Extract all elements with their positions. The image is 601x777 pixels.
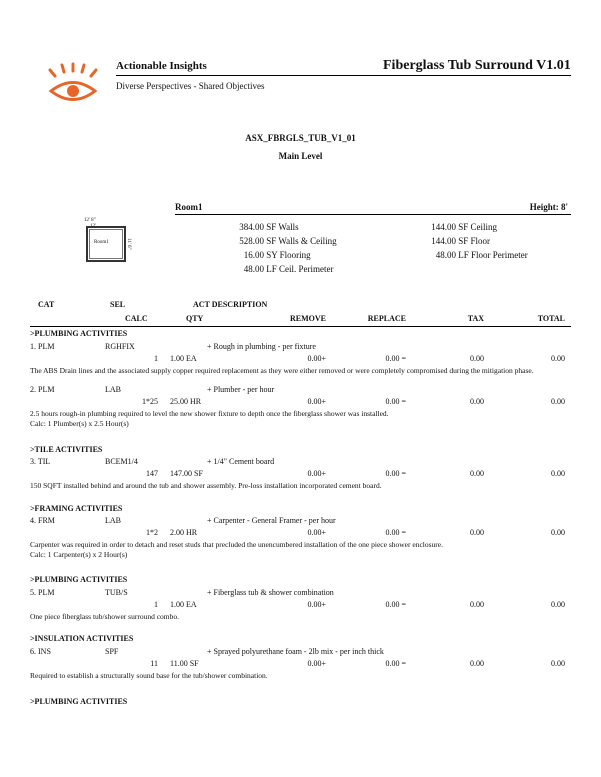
line-item-tax: 0.00 bbox=[470, 659, 484, 668]
line-item-sel: LAB bbox=[105, 385, 121, 394]
level-name: Main Level bbox=[278, 151, 323, 161]
col-tax: TAX bbox=[467, 314, 484, 323]
line-item-sel: SPF bbox=[105, 647, 119, 656]
line-item-note: The ABS Drain lines and the associated supply copper required replacement as they were either removed or were completely compromised during the mitigation phase. bbox=[30, 366, 534, 375]
line-item-tax: 0.00 bbox=[470, 528, 484, 537]
sketch-dim-inner: 12' bbox=[90, 224, 96, 229]
section-title: >PLUMBING ACTIVITIES bbox=[30, 329, 128, 338]
col-sel: SEL bbox=[110, 300, 126, 309]
line-item-total: 0.00 bbox=[551, 354, 565, 363]
measurement-row: 48.00 LF Floor Perimeter bbox=[435, 250, 528, 260]
line-item-sel: BCEM1/4 bbox=[105, 457, 138, 466]
line-item-replace: 0.00 = bbox=[385, 354, 406, 363]
section-title: >PLUMBING ACTIVITIES bbox=[30, 697, 128, 706]
line-item-total: 0.00 bbox=[551, 469, 565, 478]
line-item-tax: 0.00 bbox=[470, 469, 484, 478]
line-item-calc: 1 bbox=[154, 354, 158, 363]
line-item-tax: 0.00 bbox=[470, 354, 484, 363]
line-item-id: 2. PLM bbox=[30, 385, 55, 394]
measurement-row: 16.00 SY Flooring bbox=[243, 250, 311, 260]
measurement-row: 528.00 SF Walls & Ceiling bbox=[239, 236, 337, 246]
line-item-replace: 0.00 = bbox=[385, 469, 406, 478]
line-item-id: 5. PLM bbox=[30, 588, 55, 597]
line-item-note: 2.5 hours rough-in plumbing required to level the new shower fixture to depth once the fiberglass shower was installed. Calc: 1 Plumber(s) x 2.5 Hour(s) bbox=[30, 409, 389, 428]
line-item-desc: + Rough in plumbing - per fixture bbox=[207, 342, 316, 351]
line-item-remove: 0.00+ bbox=[307, 354, 326, 363]
line-item-remove: 0.00+ bbox=[307, 659, 326, 668]
line-item-id: 1. PLM bbox=[30, 342, 55, 351]
line-item-replace: 0.00 = bbox=[385, 528, 406, 537]
line-item-total: 0.00 bbox=[551, 528, 565, 537]
line-item-sel: LAB bbox=[105, 516, 121, 525]
line-item-note: 150 SQFT installed behind and around the tub and shower assembly. Pre-loss installation incorporated cement board. bbox=[30, 481, 382, 490]
line-item-desc: + Fiberglass tub & shower combination bbox=[207, 588, 334, 597]
line-item-sel: TUB/S bbox=[105, 588, 128, 597]
column-divider bbox=[30, 326, 571, 327]
line-item-calc: 1 bbox=[154, 600, 158, 609]
measurements-right bbox=[420, 220, 528, 262]
line-item-replace: 0.00 = bbox=[385, 397, 406, 406]
line-item-remove: 0.00+ bbox=[307, 397, 326, 406]
line-item-desc: + 1/4" Cement board bbox=[207, 457, 275, 466]
line-item-tax: 0.00 bbox=[470, 397, 484, 406]
line-item-total: 0.00 bbox=[551, 600, 565, 609]
header-divider bbox=[116, 75, 571, 76]
company-name: Actionable Insights bbox=[116, 60, 207, 72]
line-item-calc: 1*2 bbox=[146, 528, 158, 537]
section-title: >PLUMBING ACTIVITIES bbox=[30, 575, 128, 584]
col-remove: REMOVE bbox=[290, 314, 326, 323]
measurement-row: 384.00 SF Walls bbox=[239, 222, 299, 232]
line-item-tax: 0.00 bbox=[470, 600, 484, 609]
line-item-remove: 0.00+ bbox=[307, 469, 326, 478]
line-item-qty: 147.00 SF bbox=[170, 469, 203, 478]
measurement-row: 144.00 SF Floor bbox=[431, 236, 491, 246]
line-item-note: Required to establish a structurally sound base for the tub/shower combination. bbox=[30, 671, 268, 680]
section-title: >INSULATION ACTIVITIES bbox=[30, 634, 134, 643]
measurement-row: 144.00 SF Ceiling bbox=[431, 222, 498, 232]
line-item-qty: 11.00 SF bbox=[170, 659, 199, 668]
room-divider bbox=[175, 214, 571, 215]
estimate-code: ASX_FBRGLS_TUB_V1_01 bbox=[245, 133, 356, 143]
line-item-qty: 2.00 HR bbox=[170, 528, 198, 537]
eye-logo-icon bbox=[44, 62, 102, 108]
col-cat: CAT bbox=[38, 300, 55, 309]
line-item-desc: + Carpenter - General Framer - per hour bbox=[207, 516, 336, 525]
line-item-desc: + Plumber - per hour bbox=[207, 385, 275, 394]
sketch-dim-side: 11' 6" bbox=[126, 238, 131, 250]
col-replace: REPLACE bbox=[367, 314, 406, 323]
section-title: >FRAMING ACTIVITIES bbox=[30, 504, 123, 513]
sketch-dim-top: 12' 8" bbox=[84, 218, 96, 223]
line-item-note: One piece fiberglass tub/shower surround combo. bbox=[30, 612, 179, 621]
line-item-total: 0.00 bbox=[551, 659, 565, 668]
col-total: TOTAL bbox=[537, 314, 565, 323]
line-item-qty: 1.00 EA bbox=[170, 600, 197, 609]
col-calc: CALC bbox=[125, 314, 148, 323]
line-item-replace: 0.00 = bbox=[385, 600, 406, 609]
line-item-total: 0.00 bbox=[551, 397, 565, 406]
line-item-calc: 11 bbox=[150, 659, 158, 668]
line-item-remove: 0.00+ bbox=[307, 528, 326, 537]
line-item-replace: 0.00 = bbox=[385, 659, 406, 668]
measurement-row: 48.00 LF Ceil. Perimeter bbox=[243, 264, 334, 274]
line-item-qty: 25.00 HR bbox=[170, 397, 202, 406]
sketch-room-label: Room1 bbox=[94, 240, 109, 245]
col-qty: QTY bbox=[186, 314, 204, 323]
line-item-sel: RGHFIX bbox=[105, 342, 135, 351]
room-sketch bbox=[82, 218, 134, 268]
line-item-id: 6. INS bbox=[30, 647, 51, 656]
line-item-calc: 1*25 bbox=[142, 397, 158, 406]
measurements-left bbox=[228, 220, 337, 276]
line-item-id: 3. TIL bbox=[30, 457, 51, 466]
room-name: Room1 bbox=[175, 202, 203, 212]
section-title: >TILE ACTIVITIES bbox=[30, 445, 103, 454]
line-item-desc: + Sprayed polyurethane foam - 2lb mix - per inch thick bbox=[207, 647, 384, 656]
page-title: Fiberglass Tub Surround V1.01 bbox=[383, 58, 571, 73]
line-item-qty: 1.00 EA bbox=[170, 354, 197, 363]
room-height: Height: 8' bbox=[529, 202, 568, 212]
line-item-id: 4. FRM bbox=[30, 516, 55, 525]
company-tagline: Diverse Perspectives - Shared Objectives bbox=[116, 81, 265, 91]
line-item-remove: 0.00+ bbox=[307, 600, 326, 609]
line-item-calc: 147 bbox=[146, 469, 158, 478]
line-item-note: Carpenter was required in order to detach and reset studs that precluded the unencumbered installation of the one piece shower enclosure. Calc: 1 Carpenter(s) x 2 Hour(s) bbox=[30, 540, 443, 559]
col-act-desc: ACT DESCRIPTION bbox=[193, 300, 268, 309]
